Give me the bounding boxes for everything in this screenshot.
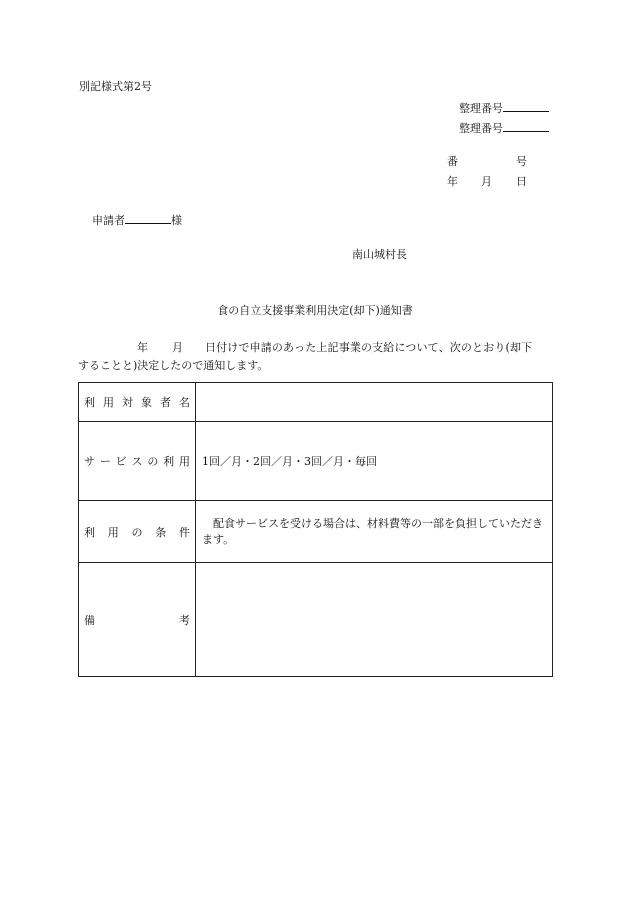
label-service-usage: サ ー ビ ス の 利 用 bbox=[84, 455, 190, 468]
reference-number-blank bbox=[503, 120, 549, 132]
table-label-cell bbox=[79, 383, 196, 422]
recipient-name-value bbox=[196, 383, 553, 422]
table-row bbox=[79, 563, 553, 677]
form-number: 別記様式第2号 bbox=[79, 80, 152, 93]
table-label-cell bbox=[79, 422, 196, 501]
table-row bbox=[79, 383, 553, 422]
service-usage-value: 1回／月・2回／月・3回／月・毎回 bbox=[196, 422, 553, 501]
label-usage-conditions: 利 用 の 条 件 bbox=[84, 525, 190, 539]
reference-number-2 bbox=[459, 120, 549, 136]
label-recipient-name: 利 用 対 象 者 名 bbox=[84, 396, 190, 409]
reference-number-label: 整理番号 bbox=[459, 102, 503, 115]
table-label-cell bbox=[79, 501, 196, 563]
date-year: 年 bbox=[447, 175, 458, 188]
reference-number-blank bbox=[503, 100, 549, 112]
issuer-name: 南山城村長 bbox=[352, 248, 407, 261]
addressee-honorific: 様 bbox=[171, 214, 182, 227]
date-day: 日 bbox=[516, 175, 527, 188]
document-title: 食の自立支援事業利用決定(却下)通知書 bbox=[217, 304, 413, 317]
document-number-go: 号 bbox=[516, 155, 527, 168]
remarks-value bbox=[196, 563, 553, 677]
addressee-blank bbox=[125, 212, 171, 224]
reference-number-1 bbox=[459, 100, 549, 116]
body-line2: することと)決定したので通知します。 bbox=[78, 359, 269, 372]
date-month: 月 bbox=[481, 175, 492, 188]
addressee-line bbox=[92, 212, 182, 228]
table-row bbox=[79, 501, 553, 563]
reference-number-label: 整理番号 bbox=[459, 122, 503, 135]
document-number-ban: 番 bbox=[447, 155, 458, 168]
label-remarks: 備 考 bbox=[84, 613, 190, 627]
table-label-cell bbox=[79, 563, 196, 677]
table-row bbox=[79, 422, 553, 501]
body-month: 月 bbox=[172, 341, 183, 354]
body-line1: 日付けで申請のあった上記事業の支給について、次のとおり(却下 bbox=[205, 341, 533, 354]
usage-conditions-value: 配食サービスを受ける場合は、材料費等の一部を負担していただきます。 bbox=[196, 501, 553, 563]
addressee-prefix: 申請者 bbox=[92, 214, 125, 227]
details-table bbox=[78, 382, 553, 677]
body-year: 年 bbox=[137, 341, 148, 354]
